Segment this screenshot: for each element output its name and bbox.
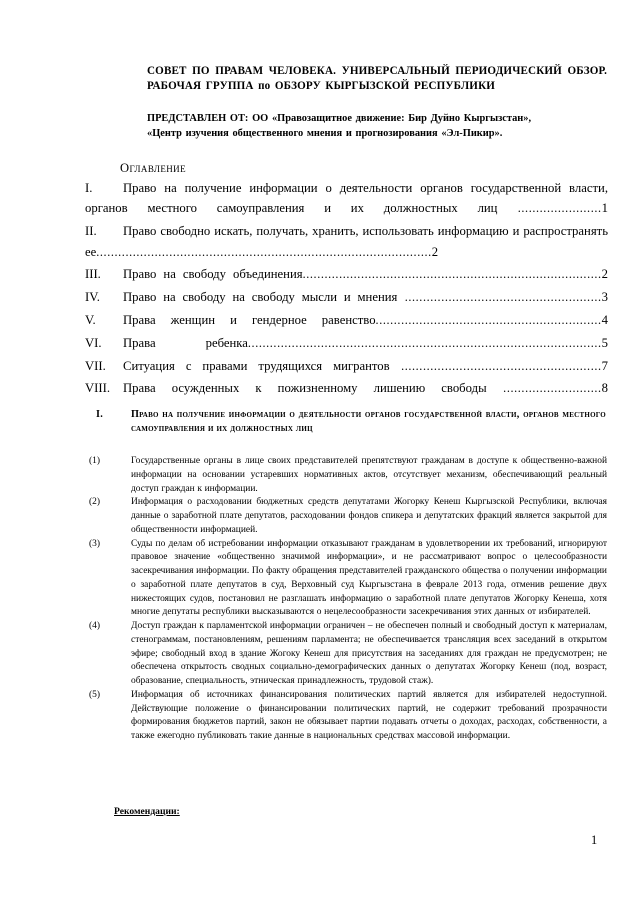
submitted-by-block	[147, 111, 609, 141]
paragraph-number: (3)	[89, 538, 101, 549]
toc-entry-roman: VIII.	[85, 381, 111, 396]
table-of-contents	[85, 178, 608, 401]
toc-entry-label: Права ребенка	[123, 335, 248, 350]
toc-entry-label: Право на получение информации о деятельности органов государственной власти, органов местного самоуправления и их должностных лиц	[85, 181, 608, 216]
toc-entry[interactable]	[85, 221, 608, 262]
toc-entry-roman: VII.	[85, 358, 106, 373]
page-number: 1	[591, 833, 598, 847]
submitted-by-line-1: ПРЕДСТАВЛЕН ОТ: ОО «Правозащитное движение: Бир Дуйно Кыргызстан»,	[147, 113, 532, 124]
section-number: I.	[96, 409, 104, 420]
paragraph-text: Доступ граждан к парламентской информации ограничен – не обеспечен полный и свободный доступ к материалам, стенограммам, постановлениям, решениям парламента; не обеспечивается трансляция всех заседаний в открытом эфире; свободный вход в здание Жогоку Кенеш для присутствия на заседаниях для граждан не предусмотрен; не обеспечена открытость сводных социально-демографических данных о депутатах Жогорку Кенеш (под, возраст, образование, специальность, этническая принадлежность, трудовой стаж).	[131, 621, 607, 686]
toc-leader-dots: ............................................................................................	[96, 244, 432, 259]
paragraph-text: Государственные органы в лице своих представителей препятствуют гражданам в доступе к общественно-важной информации на основании устаревших нормативных актов, отсутствует механизм, обеспечивающий реальный доступ граждан к информации.	[131, 456, 607, 494]
toc-leader-dots: ..................................................................................	[302, 267, 602, 282]
toc-entry-label: Права осужденных к пожизненному лишению свободы	[123, 381, 487, 396]
toc-entry-page: 7	[601, 358, 608, 373]
toc-entry-label: Право на свободу на свободу мысли и мнения	[123, 290, 398, 305]
toc-entry-roman: IV.	[85, 290, 100, 305]
toc-entry-page: 3	[601, 290, 608, 305]
paragraph-text: Информация о расходовании бюджетных средств депутатами Жогорку Кенеш Кыргызской Республики, включая данные о заработной плате депутатов, расходовании фондов спикера и депутатских фракций является закрытой для общественности информацией.	[131, 497, 607, 535]
toc-entry-label: Право свободно искать, получать, хранить, использовать информацию и распространять ее	[85, 224, 608, 259]
paragraph-list	[89, 455, 607, 744]
paragraph-number: (4)	[89, 621, 101, 631]
toc-entry-page: 4	[601, 313, 608, 327]
toc-entry-label: Права женщин и гендерное равенство	[123, 313, 376, 327]
toc-entry[interactable]	[85, 310, 608, 330]
paragraph-number: (5)	[89, 689, 101, 700]
toc-entry[interactable]	[85, 378, 608, 398]
section-heading-text: Право на получение информации о деятельности органов государственной власти, органов местного самоуправления и их должностных лиц	[131, 409, 606, 435]
toc-entry-roman: VI.	[85, 335, 102, 350]
paragraph-number: (1)	[89, 456, 101, 466]
toc-entry[interactable]	[85, 287, 608, 307]
paragraph-text: Информация об источниках финансирования политических партий является для избирателей недоступной. Действующие положение о финансировании политических партий, не содержит требований прозрачности формирования бюджетов партий, закон не обязывает партии подавать отчеты о доходах, расходах, собственности, а также ежегодно публиковать такие данные в национальных средствах массовой информации.	[131, 689, 607, 741]
toc-entry-roman: III.	[85, 267, 101, 282]
toc-leader-dots: .................................................................................................	[247, 335, 602, 350]
toc-entry-roman: V.	[85, 313, 96, 327]
toc-entry[interactable]	[85, 333, 608, 353]
toc-entry[interactable]	[85, 264, 608, 284]
toc-entry-roman: II.	[85, 224, 97, 239]
toc-leader-dots: ...........................	[486, 381, 602, 396]
toc-heading: Оглавление	[120, 161, 186, 175]
toc-leader-dots: ......................................................	[397, 290, 602, 305]
document-title-block	[147, 64, 607, 94]
toc-entry-page: 1	[601, 201, 608, 216]
section-heading	[96, 408, 606, 437]
toc-leader-dots: .......................................................	[389, 358, 602, 373]
submitted-by-line-2: «Центр изучения общественного мнения и прогнозирования «Эл-Пикир».	[147, 128, 503, 140]
numbered-paragraph	[89, 496, 607, 537]
toc-leader-dots: .......................	[497, 201, 602, 216]
numbered-paragraph	[89, 620, 607, 689]
toc-entry[interactable]	[85, 356, 608, 376]
paragraph-number: (2)	[89, 497, 101, 508]
numbered-paragraph	[89, 455, 607, 496]
recommendations-label: Рекомендации:	[114, 806, 180, 817]
paragraph-text: Суды по делам об истребовании информации отказывают гражданам в удовлетворении их требований, игнорируют правовое значение «общественно значимой информации», и не рассматривают вопрос о целесообразности засекречивания информации. По факту обращения представителей гражданского общества о получении информации о заработной плате депутатов в суд, Верховный суд Кыргызстана в феврале 2013 года, отменив решение двух нижестоящих судов, постановил не разглашать информацию о заработной плате депутатов Жогорку Кенеша, хотя многие депутаты республики высказываются о нецелесообразности засекречивания этих данных от избирателей.	[131, 538, 607, 618]
page-title: СОВЕТ ПО ПРАВАМ ЧЕЛОВЕКА. УНИВЕРСАЛЬНЫЙ ПЕРИОДИЧЕСКИЙ ОБЗОР. РАБОЧАЯ ГРУППА по ОБЗОРУ КЫРГЫЗСКОЙ РЕСПУБЛИКИ	[147, 65, 607, 93]
toc-leader-dots: ..............................................................	[375, 313, 602, 327]
toc-entry-label: Право на свободу объединения	[123, 267, 303, 282]
toc-entry-page: 2	[431, 244, 439, 259]
toc-entry[interactable]	[85, 178, 608, 219]
toc-entry-page: 8	[601, 381, 608, 396]
toc-entry-roman: I.	[85, 181, 93, 195]
toc-entry-page: 5	[601, 335, 608, 350]
numbered-paragraph	[89, 538, 607, 621]
toc-entry-label: Ситуация с правами трудящихся мигрантов	[123, 358, 390, 373]
toc-entry-page: 2	[601, 267, 608, 282]
numbered-paragraph	[89, 689, 607, 744]
